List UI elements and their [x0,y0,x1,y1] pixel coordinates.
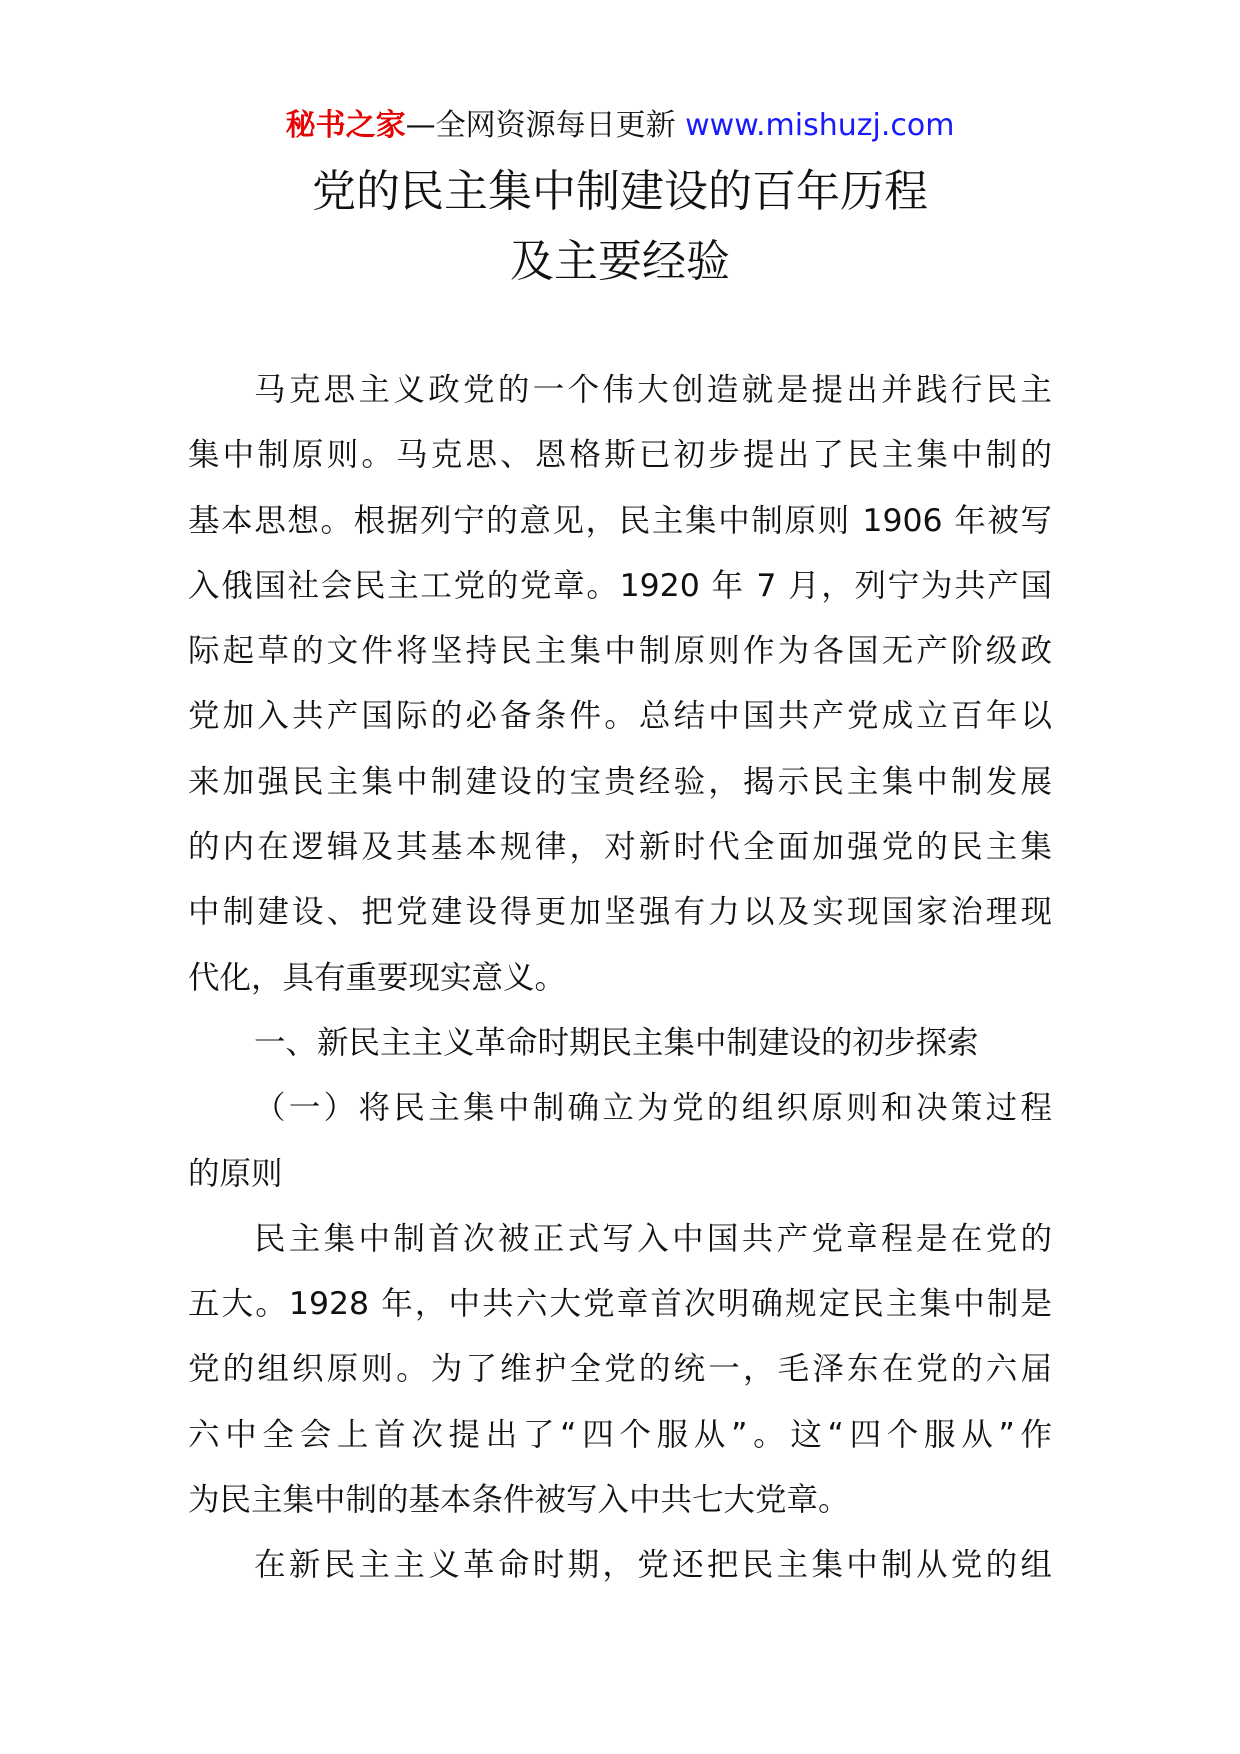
subsection-heading-1-line: 的原则 [188,1155,283,1192]
paragraph-intro-line: 党加入共产国际的必备条件。总结中国共产党成立百年以 [188,698,1052,735]
paragraph-intro-line: 的内在逻辑及其基本规律，对新时代全面加强党的民主集 [188,829,1052,866]
document-title-line-2: 及主要经验 [510,236,730,287]
subsection-heading-1-line: （一）将民主集中制确立为党的组织原则和决策过程 [254,1090,1052,1127]
paragraph-intro-line: 际起草的文件将坚持民主集中制原则作为各国无产阶级政 [188,633,1052,670]
paragraph-intro-line: 入俄国社会民主工党的党章。1920 年 7 月，列宁为共产国 [188,567,1052,604]
document-body [188,358,1052,1599]
document-title-line-1: 党的民主集中制建设的百年历程 [312,166,928,217]
paragraph-2-line: 五大。1928 年，中共六大党章首次明确规定民主集中制是 [188,1286,1052,1323]
paragraph-intro-line: 马克思主义政党的一个伟大创造就是提出并践行民主 [254,372,1052,408]
paragraph-intro-line: 中制建设、把党建设得更加坚强有力以及实现国家治理现 [188,894,1052,931]
paragraph-2-line: 民主集中制首次被正式写入中国共产党章程是在党的 [254,1220,1052,1257]
paragraph-2-line: 六中全会上首次提出了“四个服从”。这“四个服从”作 [188,1416,1052,1453]
site-url-link[interactable]: www.mishuzj.com [685,108,955,143]
site-name: 秘书之家 [285,108,406,143]
paragraph-intro-line: 代化，具有重要现实意义。 [188,959,567,996]
section-heading-1: 一、新民主主义革命时期民主集中制建设的初步探索 [254,1024,979,1061]
paragraph-2-line: 为民主集中制的基本条件被写入中共七大党章。 [188,1482,850,1519]
paragraph-2-line: 党的组织原则。为了维护全党的统一，毛泽东在党的六届 [188,1351,1052,1388]
site-header [0,104,1240,148]
site-slogan: —全网资源每日更新 [405,108,676,143]
paragraph-3-line: 在新民主主义革命时期，党还把民主集中制从党的组 [254,1547,1052,1584]
paragraph-intro-line: 来加强民主集中制建设的宝贵经验，揭示民主集中制发展 [188,763,1052,800]
paragraph-intro-line: 集中制原则。马克思、恩格斯已初步提出了民主集中制的 [188,437,1052,474]
paragraph-intro-line: 基本思想。根据列宁的意见，民主集中制原则 1906 年被写 [188,502,1052,539]
